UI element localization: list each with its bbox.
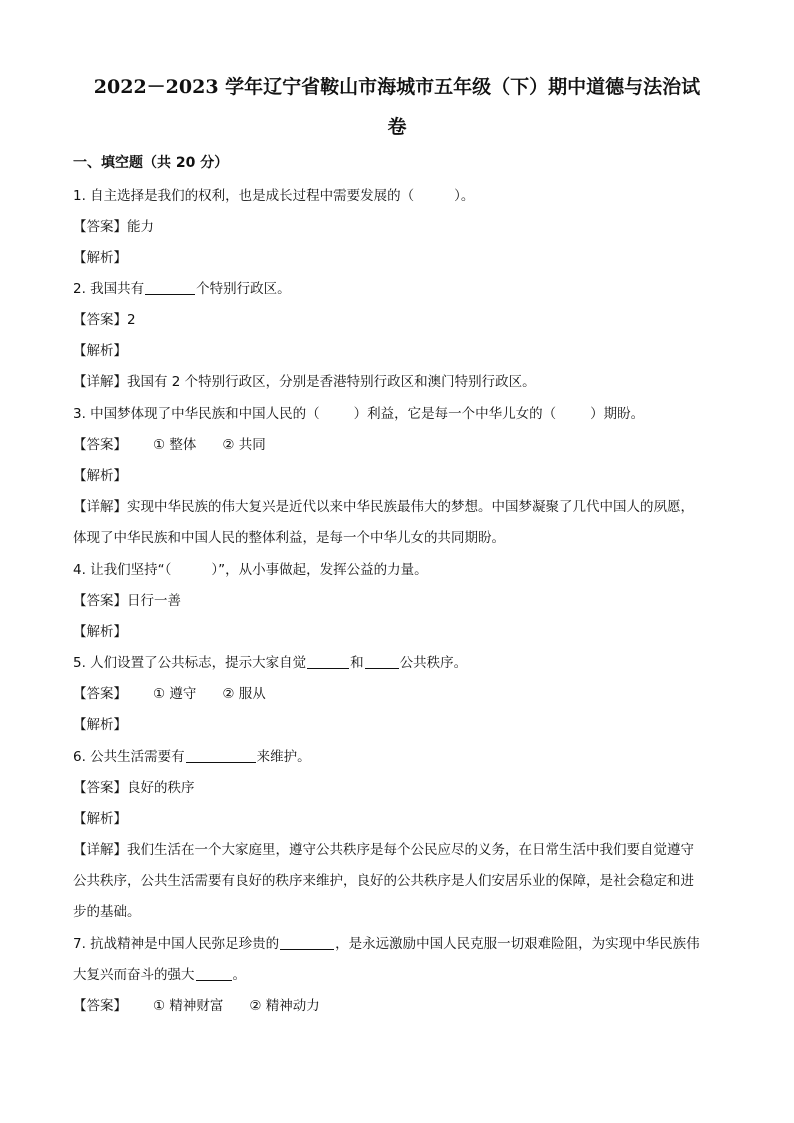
analysis-line [73, 464, 127, 484]
page-title-continued: 卷 [387, 116, 407, 138]
detail-label: 【详解】 [73, 842, 127, 858]
answer-value: 良好的秩序 [127, 780, 195, 796]
question-text: 。 [232, 967, 246, 983]
analysis-label: 【解析】 [73, 468, 127, 484]
answer-line [73, 589, 181, 609]
section-heading: 一、填空题（共 20 分） [73, 155, 229, 171]
question-text: 公共秩序。 [399, 655, 468, 671]
question-text: 2. 我国共有 [73, 281, 145, 297]
analysis-label: 【解析】 [73, 717, 127, 733]
analysis-line [73, 339, 127, 359]
fill-blank [145, 293, 195, 295]
question-text: 和 [350, 655, 364, 671]
question-text: ）利益，它是每一个中华儿女的（ [353, 406, 557, 422]
detail-text: 体现了中华民族和中国人民的整体利益，是每一个中华儿女的共同期盼。 [73, 530, 505, 546]
question-6 [73, 745, 311, 765]
analysis-line [73, 620, 127, 640]
answer-label: 【答案】 [73, 437, 127, 453]
question-7 [73, 932, 700, 952]
analysis-label: 【解析】 [73, 811, 127, 827]
answer-value-2: ② 服从 [222, 686, 266, 702]
analysis-label: 【解析】 [73, 624, 127, 640]
answer-value-1: ① 精神财富 [153, 998, 224, 1014]
detail-line [73, 370, 536, 390]
fill-blank [365, 667, 399, 669]
question-text: 个特别行政区。 [196, 281, 291, 297]
question-text: 4. 让我们坚持“（ [73, 562, 172, 578]
analysis-line [73, 246, 127, 266]
detail-line [73, 838, 694, 858]
answer-line [73, 776, 195, 796]
question-text: ）期盼。 [590, 406, 645, 422]
fill-blank [280, 948, 334, 950]
answer-label: 【答案】 [73, 312, 127, 328]
fill-blank [196, 979, 232, 981]
answer-line [73, 433, 266, 453]
answer-value-1: ① 遵守 [153, 686, 197, 702]
question-2 [73, 277, 291, 297]
question-text: ）。 [454, 188, 475, 204]
detail-label: 【详解】 [73, 499, 127, 515]
answer-label: 【答案】 [73, 219, 127, 235]
detail-text: 步的基础。 [73, 904, 141, 920]
answer-value-2: ② 精神动力 [249, 998, 320, 1014]
answer-value: 能力 [127, 219, 154, 235]
analysis-line [73, 807, 127, 827]
answer-line [73, 994, 320, 1014]
question-3 [73, 402, 644, 422]
detail-label: 【详解】 [73, 374, 127, 390]
answer-value-2: ② 共同 [222, 437, 266, 453]
detail-line [73, 495, 694, 515]
question-7-continued [73, 963, 246, 983]
detail-line-continued [73, 869, 694, 889]
answer-label: 【答案】 [73, 593, 127, 609]
question-text: ）”，从小事做起，发挥公益的力量。 [211, 562, 428, 578]
question-5 [73, 651, 467, 671]
fill-blank [307, 667, 349, 669]
question-1 [73, 184, 474, 204]
detail-line-continued [73, 526, 505, 546]
answer-label: 【答案】 [73, 686, 127, 702]
question-text: 大复兴而奋斗的强大 [73, 967, 195, 983]
analysis-line [73, 713, 127, 733]
analysis-label: 【解析】 [73, 343, 127, 359]
question-text: 6. 公共生活需要有 [73, 749, 185, 765]
question-text: 7. 抗战精神是中国人民弥足珍贵的 [73, 936, 280, 952]
fill-blank [186, 761, 256, 763]
analysis-label: 【解析】 [73, 250, 127, 266]
question-text: 3. 中国梦体现了中华民族和中国人民的（ [73, 406, 320, 422]
detail-line-continued [73, 900, 141, 920]
question-4 [73, 558, 428, 578]
answer-value: 2 [127, 312, 136, 328]
answer-value-1: ① 整体 [153, 437, 197, 453]
answer-value: 日行一善 [127, 593, 181, 609]
answer-label: 【答案】 [73, 780, 127, 796]
question-text: 1. 自主选择是我们的权利，也是成长过程中需要发展的（ [73, 188, 415, 204]
question-text: ，是永远激励中国人民克服一切艰难险阻，为实现中华民族伟 [335, 936, 700, 952]
answer-line [73, 682, 266, 702]
question-text: 5. 人们设置了公共标志，提示大家自觉 [73, 655, 307, 671]
answer-line [73, 215, 154, 235]
question-text: 来维护。 [256, 749, 311, 765]
detail-text: 我国有 2 个特别行政区，分别是香港特别行政区和澳门特别行政区。 [127, 374, 536, 390]
detail-text: 公共秩序，公共生活需要有良好的秩序来维护，良好的公共秩序是人们安居乐业的保障，是社会稳定和进 [73, 873, 694, 889]
detail-text: 我们生活在一个大家庭里，遵守公共秩序是每个公民应尽的义务，在日常生活中我们要自觉遵守 [127, 842, 694, 858]
answer-label: 【答案】 [73, 998, 127, 1014]
answer-line [73, 308, 136, 328]
page-title: 2022－2023 学年辽宁省鞍山市海城市五年级（下）期中道德与法治试 [93, 76, 701, 98]
detail-text: 实现中华民族的伟大复兴是近代以来中华民族最伟大的梦想。中国梦凝聚了几代中国人的夙愿， [127, 499, 694, 515]
